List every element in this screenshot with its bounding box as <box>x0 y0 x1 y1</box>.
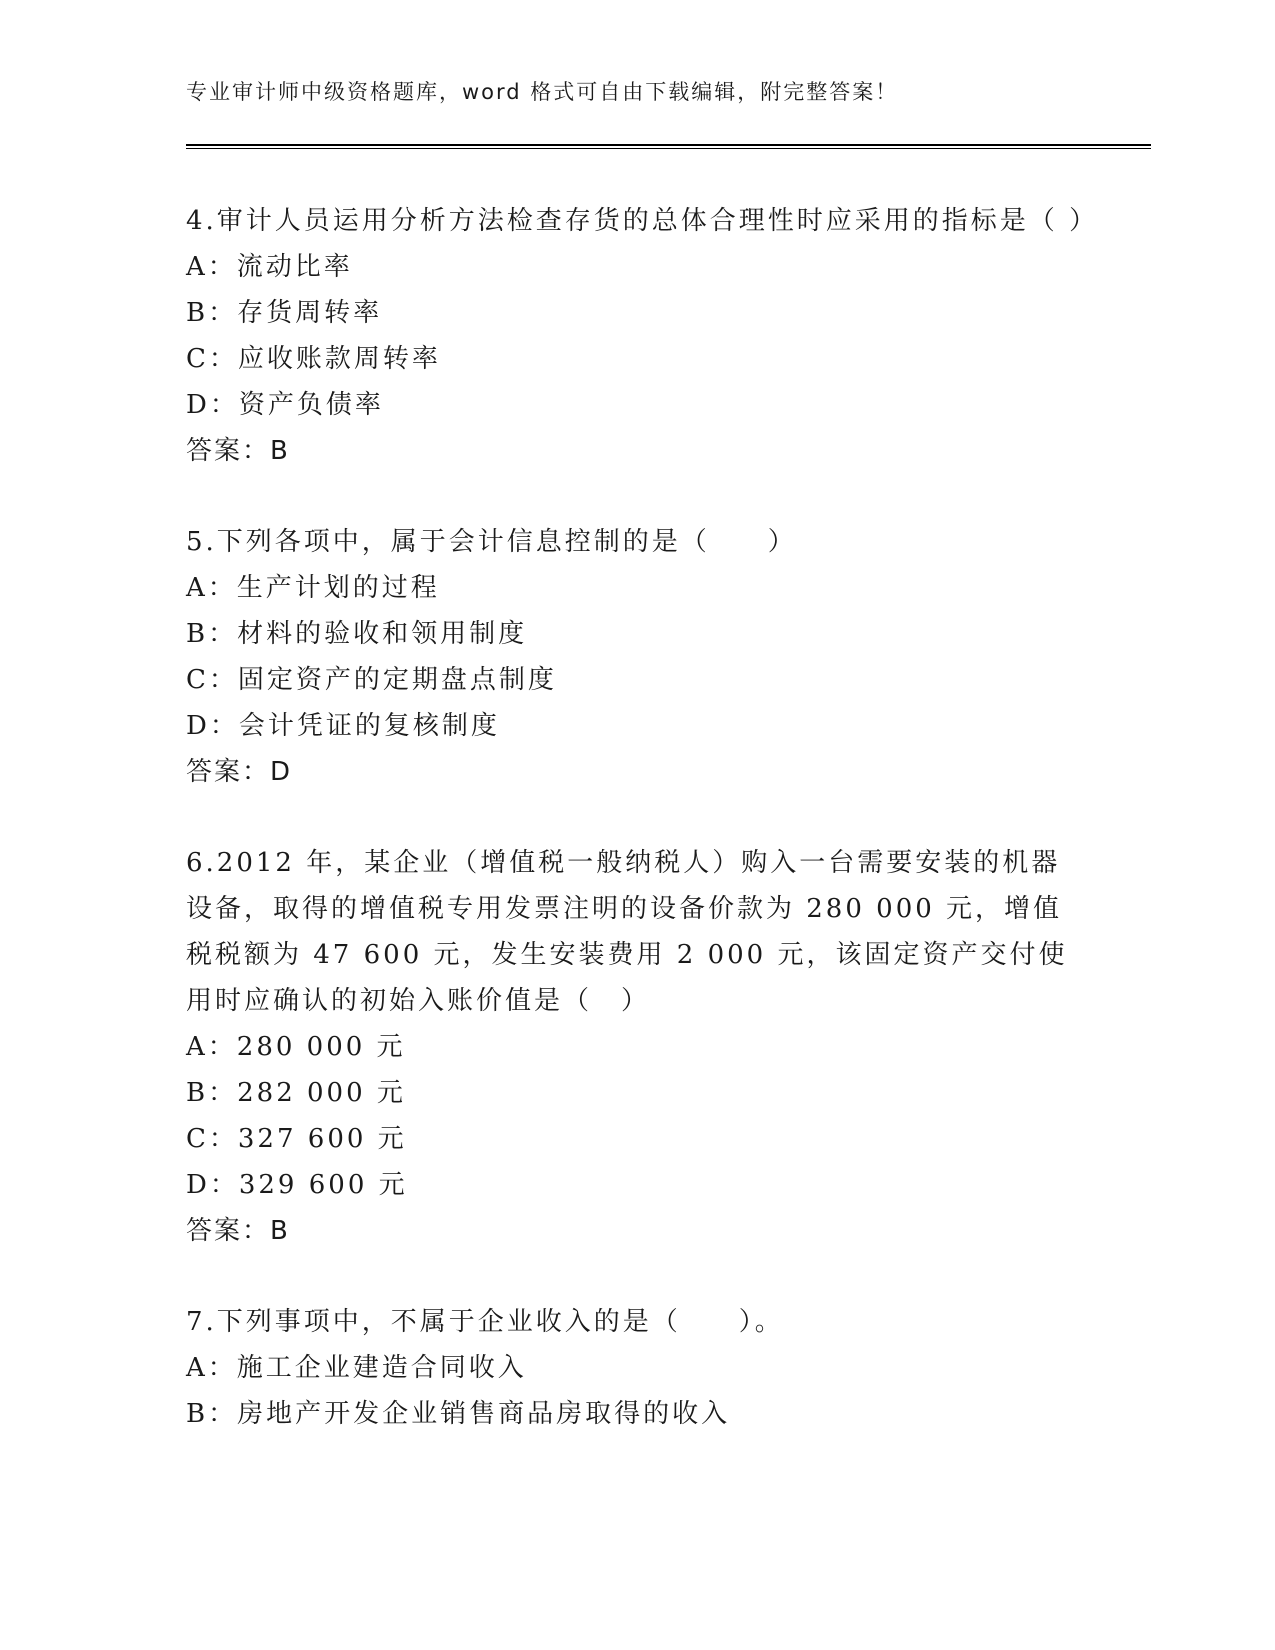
option-a: A：280 000 元 <box>186 1032 406 1062</box>
answer-label: 答案：D <box>186 757 293 787</box>
question-stem: 5.下列各项中，属于会计信息控制的是（ ） <box>186 527 797 557</box>
option-d: D：329 600 元 <box>186 1170 408 1200</box>
option-a: A：流动比率 <box>186 252 353 282</box>
question-stem: 6.2012 年，某企业（增值税一般纳税人）购入一台需要安装的机器设备，取得的增值税专用发票注明的设备价款为 280 000 元，增值税税额为 47 600 元，发生安装费用 2 000 元，该固定资产交付使用时应确认的初始入账价值是（ ） <box>186 848 1068 1016</box>
question-stem: 4.审计人员运用分析方法检查存货的总体合理性时应采用的指标是（ ） <box>186 206 1099 236</box>
question-stem: 7.下列事项中，不属于企业收入的是（ ）。 <box>186 1307 784 1337</box>
option-b: B：房地产开发企业销售商品房取得的收入 <box>186 1399 731 1429</box>
option-c: C：应收账款周转率 <box>186 344 441 374</box>
option-c: C：固定资产的定期盘点制度 <box>186 665 557 695</box>
option-b: B：材料的验收和领用制度 <box>186 619 528 649</box>
option-a: A：施工企业建造合同收入 <box>186 1353 527 1383</box>
answer-label: 答案：B <box>186 1216 290 1246</box>
answer-label: 答案：B <box>186 436 290 466</box>
option-d: D：会计凭证的复核制度 <box>186 711 500 741</box>
question-list <box>186 198 1099 1482</box>
question-7 <box>186 1299 1086 1437</box>
option-b: B：存货周转率 <box>186 298 383 328</box>
option-a: A：生产计划的过程 <box>186 573 440 603</box>
header-divider <box>186 144 1151 149</box>
option-c: C：327 600 元 <box>186 1124 407 1154</box>
option-d: D：资产负债率 <box>186 390 384 420</box>
question-4 <box>186 198 1099 474</box>
question-5 <box>186 519 1086 795</box>
option-b: B：282 000 元 <box>186 1078 406 1108</box>
question-6 <box>186 840 1086 1254</box>
page-header: 专业审计师中级资格题库，word 格式可自由下载编辑，附完整答案！ <box>186 80 899 104</box>
